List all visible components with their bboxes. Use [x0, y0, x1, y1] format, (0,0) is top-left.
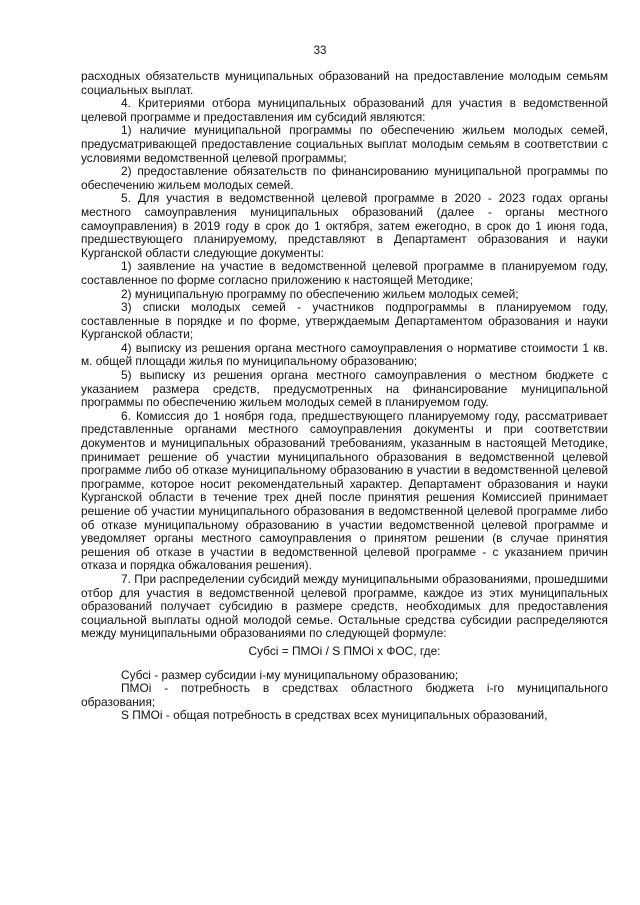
paragraph-continuation: расходных обязательств муниципальных образований на предоставление молодым семьям социальных выплат. — [81, 69, 608, 97]
document-body — [81, 70, 608, 723]
paragraph-criteria: 4. Критериями отбора муниципальных образований для участия в ведомственной целевой программе и предоставления им субсидий являются: — [81, 96, 608, 124]
paragraph-participation: 5. Для участия в ведомственной целевой программе в 2020 - 2023 годах органы местного самоуправления муниципальных образований (далее - органы местного самоуправления) в 2019 году в срок до 1 октября, затем ежегодно, в срок до 1 июня года, предшествующего планируемому, представляют в Департамент образования и науки Курганской области следующие документы: — [81, 191, 608, 260]
page-number: 33 — [313, 45, 327, 57]
paragraph-criteria-item-2: 2) предоставление обязательств по финансированию муниципальной программы по обеспечению жильем молодых семей. — [81, 164, 608, 192]
paragraph-distribution: 7. При распределении субсидий между муниципальными образованиями, прошедшими отбор для участия в ведомственной целевой программе, каждое из этих муниципальных образований получает субсидию в размере средств, необходимых для предоставления социальной выплаты одной молодой семье. Остальные средства субсидии распределяются между муниципальными образованиями по следующей формуле: — [81, 571, 608, 641]
paragraph-commission: 6. Комиссия до 1 ноября года, предшествующего планируемому году, рассматривает представленные органами местного самоуправления документы и при соответствии документов и муниципальных образований требованиям, указанным в настоящей Методике, принимает решение об участии муниципального образования в ведомственной целевой программе либо об отказе муниципальному образованию в участии в ведомственной целевой программе, которое носит рекомендательный характер. Департамент образования и науки Курганской области в течение трех дней после принятия решения Комиссией принимает решение об участии муниципального образования в ведомственной целевой программе либо об отказе муниципальному образованию в участии ведомственной целевой программе и уведомляет органы местного самоуправления о принятом решении (в случае принятия решения об отказе в участии в ведомственной целевой программе - с указанием причин отказа и порядка обжалования решения). — [81, 408, 608, 573]
definition-subs: Субсi - размер субсидии i-му муниципальному образованию; — [121, 667, 459, 682]
subsidy-formula: Субсi = ПМОi / S ПМОi х ФОС, где: — [248, 643, 441, 658]
paragraph-document-item-1: 1) заявление на участие в ведомственной целевой программе в планируемом году, составленное по форме согласно приложению к настоящей Методике; — [81, 259, 608, 287]
paragraph-document-item-5: 5) выписку из решения органа местного самоуправления о местном бюджете с указанием размера средств, предусмотренных на финансирование муниципальной программы по обеспечению жильем молодых семей в планируемом году. — [81, 368, 608, 410]
paragraph-criteria-item-1: 1) наличие муниципальной программы по обеспечению жильем молодых семей, предусматривающей предоставление социальных выплат молодым семьям в соответствии с условиями ведомственной целевой программы; — [81, 123, 608, 165]
paragraph-document-item-2: 2) муниципальную программу по обеспечению жильем молодых семей; — [121, 286, 519, 301]
definition-pmo: ПМОi - потребность в средствах областного бюджета i-го муниципального образования; — [81, 681, 608, 709]
definition-sum-pmo: S ПМОi - общая потребность в средствах всех муниципальных образований, — [121, 708, 548, 723]
paragraph-document-item-3: 3) списки молодых семей - участников подпрограммы в планируемом году, составленные в порядке и по форме, утверждаемым Департаментом образования и науки Курганской области; — [81, 300, 608, 342]
paragraph-document-item-4: 4) выписку из решения органа местного самоуправления о нормативе стоимости 1 кв. м. общей площади жилья по муниципальному образованию; — [81, 340, 608, 369]
